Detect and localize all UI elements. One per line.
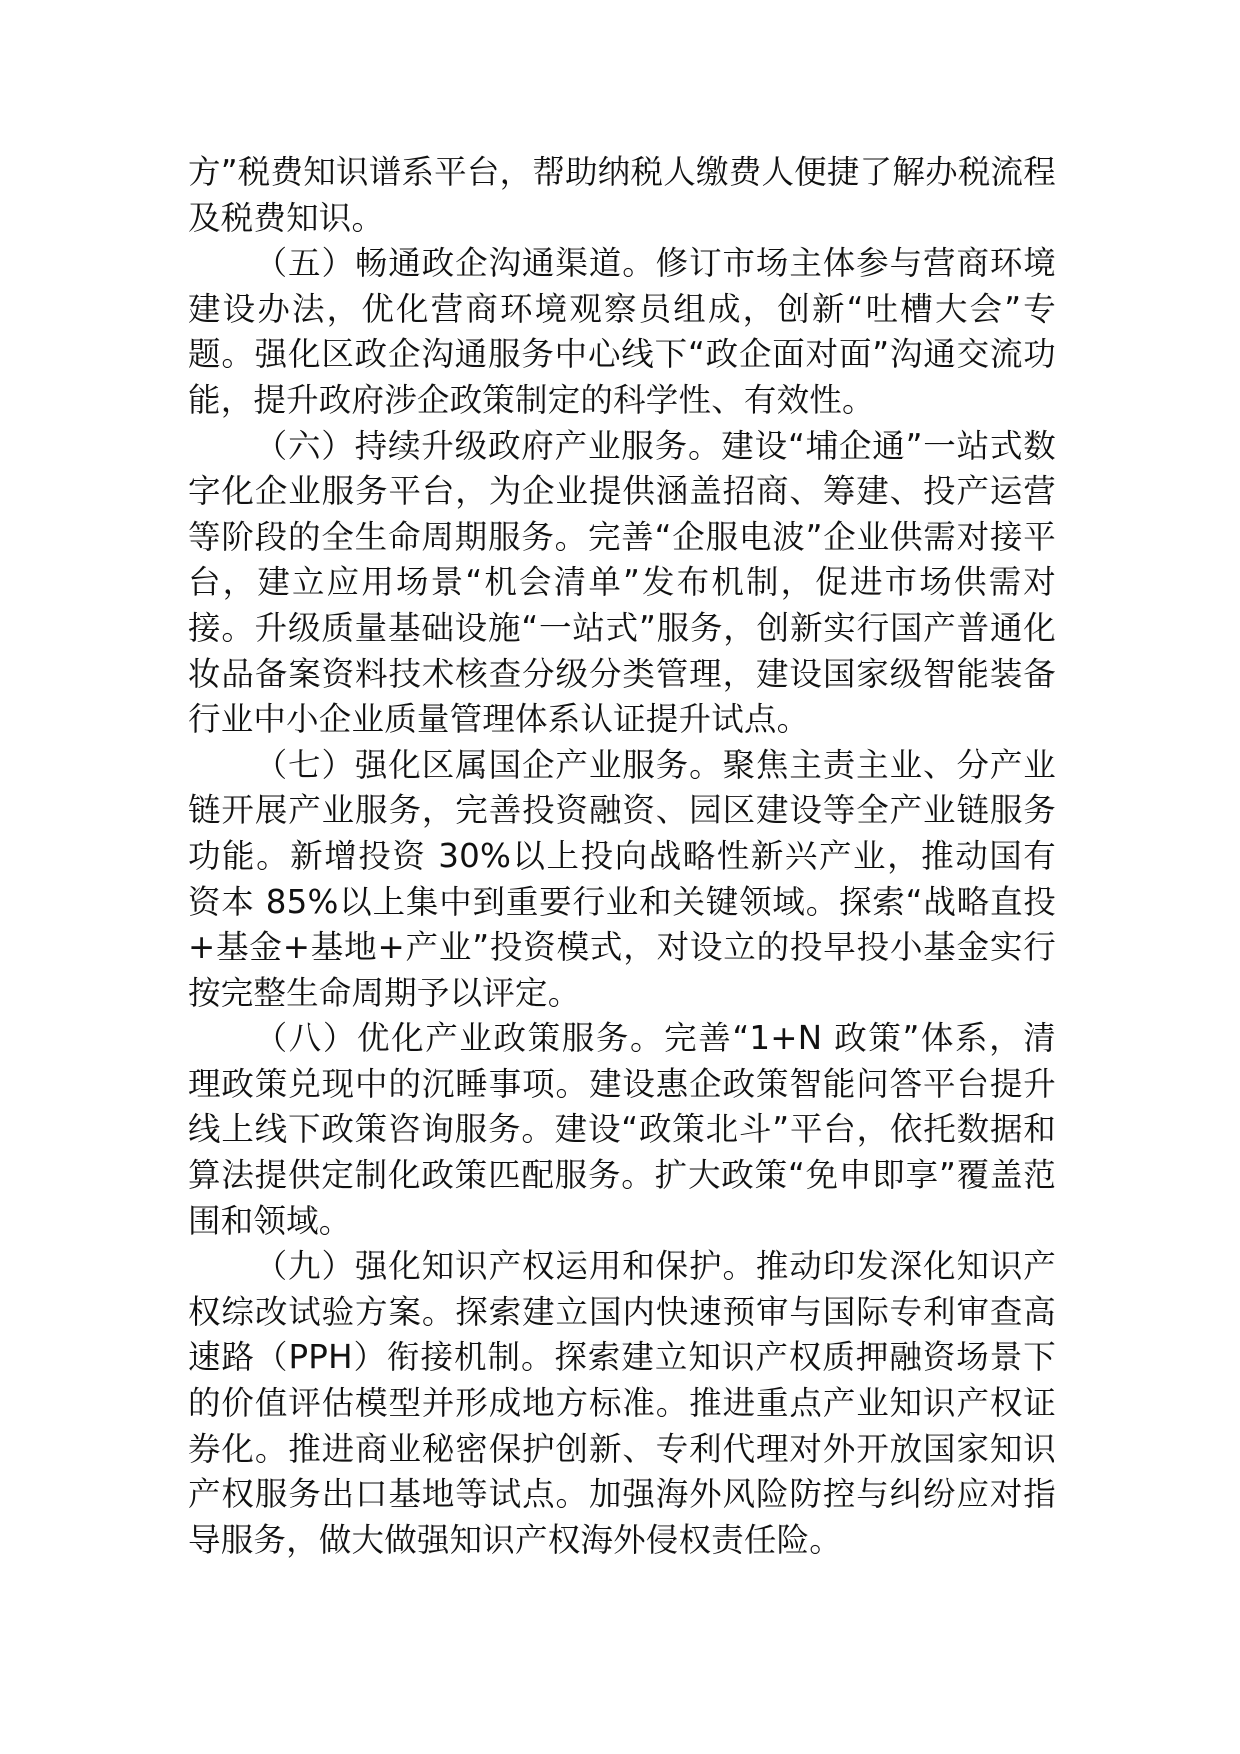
document-page	[188, 150, 1056, 1563]
paragraph-section-5: （五）畅通政企沟通渠道。修订市场主体参与营商环境建设办法，优化营商环境观察员组成，创新“吐槽大会”专题。强化区政企沟通服务中心线下“政企面对面”沟通交流功能，提升政府涉企政策制定的科学性、有效性。	[188, 244, 1056, 419]
paragraph-section-6: （六）持续升级政府产业服务。建设“埔企通”一站式数字化企业服务平台，为企业提供涵盖招商、筹建、投产运营等阶段的全生命周期服务。完善“企服电波”企业供需对接平台，建立应用场景“机会清单”发布机制，促进市场供需对接。升级质量基础设施“一站式”服务，创新实行国产普通化妆品备案资料技术核查分级分类管理，建设国家级智能装备行业中小企业质量管理体系认证提升试点。	[188, 426, 1056, 739]
paragraph-section-9: （九）强化知识产权运用和保护。推动印发深化知识产权综改试验方案。探索建立国内快速预审与国际专利审查高速路（PPH）衔接机制。探索建立知识产权质押融资场景下的价值评估模型并形成地方标准。推进重点产业知识产权证券化。推进商业秘密保护创新、专利代理对外开放国家知识产权服务出口基地等试点。加强海外风险防控与纠纷应对指导服务，做大做强知识产权海外侵权责任险。	[188, 1247, 1056, 1559]
paragraph-section-8: （八）优化产业政策服务。完善“1+N 政策”体系，清理政策兑现中的沉睡事项。建设惠企政策智能问答平台提升线上线下政策咨询服务。建设“政策北斗”平台，依托数据和算法提供定制化政策匹配服务。扩大政策“免申即享”覆盖范围和领域。	[188, 1019, 1056, 1240]
paragraph-section-7: （七）强化区属国企产业服务。聚焦主责主业、分产业链开展产业服务，完善投资融资、园区建设等全产业链服务功能。新增投资 30%以上投向战略性新兴产业，推动国有资本 85%以上集中到重要行业和关键领域。探索“战略直投+基金+基地+产业”投资模式，对设立的投早投小基金实行按完整生命周期予以评定。	[188, 745, 1056, 1012]
paragraph-continuation: 方”税费知识谱系平台，帮助纳税人缴费人便捷了解办税流程及税费知识。	[188, 153, 1056, 237]
